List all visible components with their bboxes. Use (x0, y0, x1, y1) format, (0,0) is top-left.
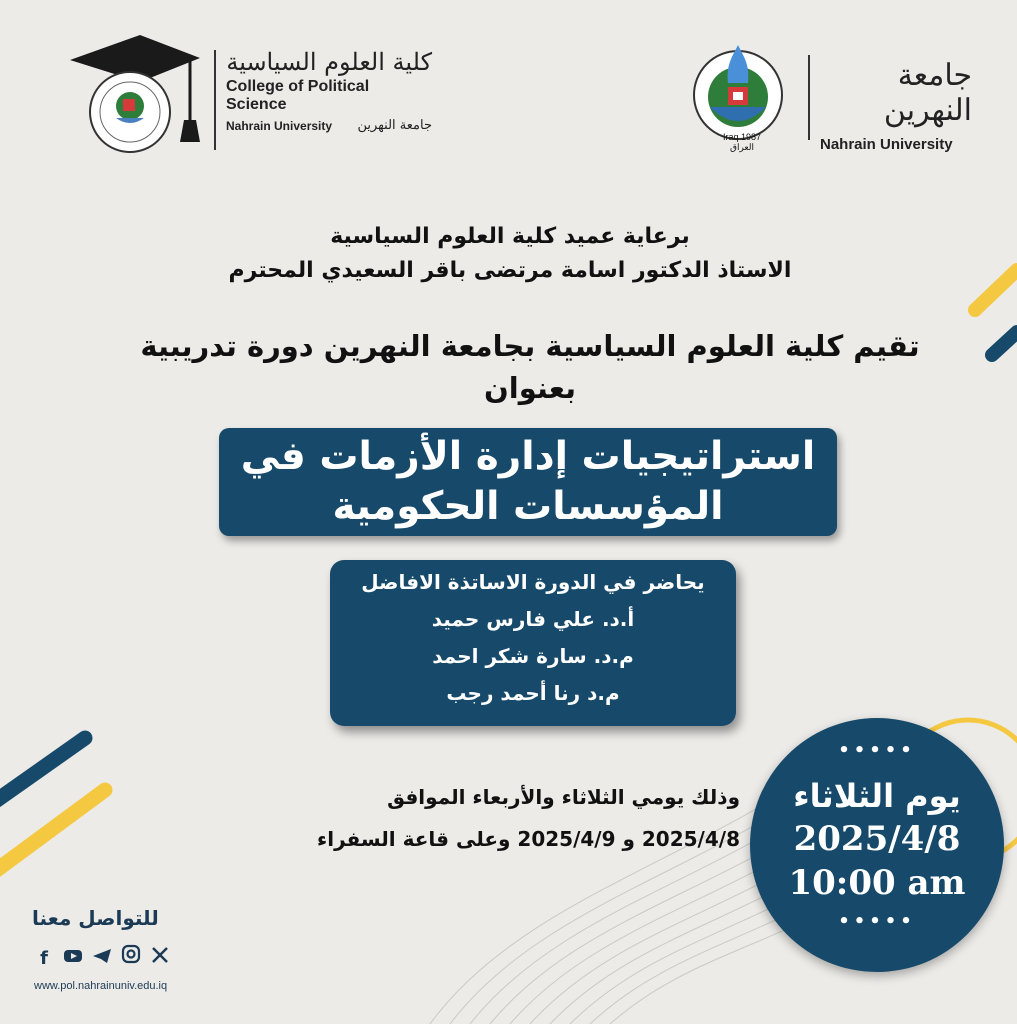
yellow-stripe-left (0, 790, 105, 875)
intro-line-2: بعنوان (484, 371, 576, 405)
lecturer-name: م.د رنا أحمد رجب (446, 681, 620, 705)
instagram-icon[interactable] (119, 944, 143, 966)
university-logo-text (820, 58, 972, 153)
course-title-box (219, 428, 837, 536)
university-seal-icon (688, 35, 788, 147)
university-name-english: Nahrain University (820, 136, 953, 153)
course-title-line-2: المؤسسات الحكومية (332, 484, 724, 529)
university-seal (688, 35, 788, 147)
seal-caption: Iraq 1987 العراق (722, 132, 762, 152)
badge-time: 10:00 am (788, 863, 966, 903)
patronage-line-1: برعاية عميد كلية العلوم السياسية (330, 224, 690, 249)
youtube-icon[interactable] (61, 948, 85, 970)
logo-divider-right (808, 55, 810, 140)
college-logo-text (226, 48, 432, 133)
course-title-line-1: استراتيجيات إدارة الأزمات في (240, 434, 816, 479)
lecturers-box (330, 560, 736, 726)
university-name-arabic-small: جامعة النهرين (357, 118, 432, 133)
college-name-english: College of Political Science (226, 78, 370, 113)
badge-day: يوم الثلاثاء (793, 777, 961, 815)
university-name-arabic: جامعة النهرين (883, 58, 972, 128)
contact-label: للتواصل معنا (32, 906, 159, 930)
x-icon[interactable] (148, 946, 172, 968)
schedule-block (270, 776, 740, 860)
graduation-cap-icon (60, 30, 220, 160)
intro-block (80, 325, 980, 409)
schedule-line-1: وذلك يومي الثلاثاء والأربعاء الموافق (387, 785, 740, 809)
website-url[interactable]: www.pol.nahrainuniv.edu.iq (34, 980, 168, 992)
lecturer-name: أ.د. علي فارس حميد (431, 607, 635, 631)
lecturers-heading: يحاضر في الدورة الاساتذة الافاضل (361, 570, 705, 594)
badge-date: 2025/4/8 (793, 819, 961, 859)
date-badge (750, 718, 1004, 972)
navy-stripe-right (992, 332, 1017, 355)
facebook-icon[interactable]: f (40, 948, 48, 969)
patronage-block (180, 220, 840, 288)
logo-divider-left (214, 50, 216, 150)
college-name-arabic: كلية العلوم السياسية (226, 48, 432, 76)
telegram-icon[interactable] (90, 948, 114, 970)
university-name-english-small: Nahrain University (226, 118, 333, 133)
social-icons (32, 944, 182, 970)
lecturer-name: م.د. سارة شكر احمد (432, 644, 634, 668)
schedule-line-2: 2025/4/8 و 2025/4/9 وعلى قاعة السفراء (317, 827, 740, 851)
intro-line-1: تقيم كلية العلوم السياسية بجامعة النهرين دورة تدريبية (140, 329, 920, 363)
yellow-stripe-right (975, 270, 1017, 310)
patronage-line-2: الاستاذ الدكتور اسامة مرتضى باقر السعيدي المحترم (228, 258, 792, 283)
dots-top: ••••• (838, 740, 916, 761)
navy-stripe-left (0, 738, 85, 805)
college-logo (60, 30, 220, 160)
dots-bottom: ••••• (838, 911, 916, 932)
